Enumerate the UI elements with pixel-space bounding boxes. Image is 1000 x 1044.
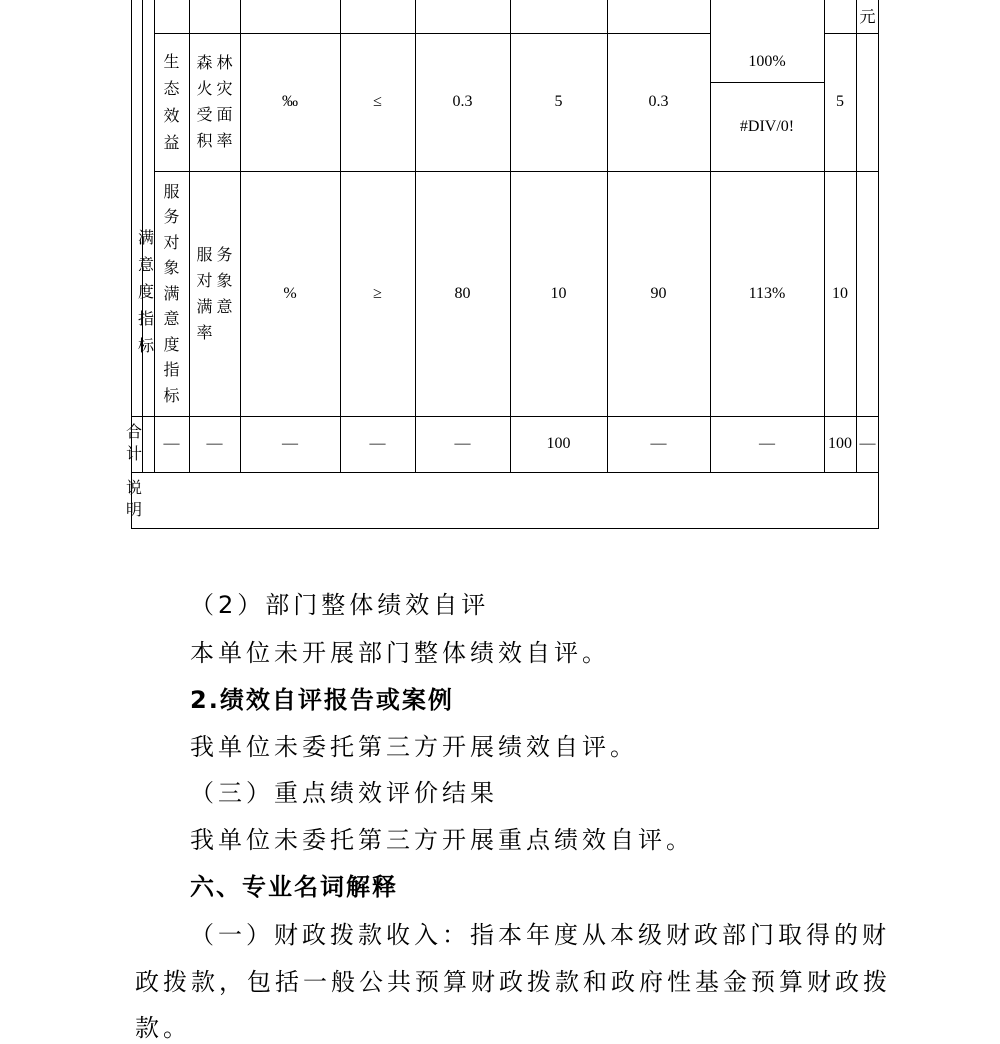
note-label-char: 明 [126, 500, 143, 519]
paragraph: 我单位未委托第三方开展绩效自评。 [190, 733, 638, 761]
indicator-char: 服 [196, 244, 213, 264]
operator-cell: ≤ [373, 93, 382, 110]
unit-label: 元 [859, 9, 876, 26]
indicator-char: 满 [196, 296, 213, 316]
indicator-char: 受 [196, 105, 213, 124]
section-heading-glossary: 六、专业名词解释 [190, 873, 398, 901]
indicator-char: 率 [196, 322, 213, 342]
total-label-char: 计 [126, 444, 143, 463]
category-char: 务 [163, 207, 180, 227]
note-label-partial [126, 478, 143, 526]
row-line [131, 528, 878, 529]
indicator-char: 林 [216, 53, 233, 72]
category-char: 标 [163, 385, 180, 405]
col-line [878, 0, 879, 529]
indicator-char: 森 [196, 53, 213, 72]
total-dash-cell: — [859, 435, 876, 452]
section-heading-key-eval: （三）重点绩效评价结果 [190, 779, 498, 807]
group-label-partial [138, 228, 155, 360]
indicator-cell [189, 171, 240, 416]
operator-cell: ≥ [373, 284, 382, 302]
completion-top-cell: 100% [748, 53, 786, 70]
group-char: 标 [138, 336, 155, 355]
indicator-char: 务 [216, 244, 233, 264]
category-char: 益 [163, 133, 180, 152]
group-char: 满 [138, 228, 155, 247]
score-cell: 5 [836, 93, 844, 110]
category-cell [154, 171, 189, 416]
indicator-char: 率 [216, 131, 233, 150]
category-char: 效 [163, 106, 180, 125]
actual-cell: 0.3 [648, 93, 669, 110]
total-label-partial [126, 422, 143, 468]
actual-cell: 90 [650, 284, 667, 302]
unit-cell: % [283, 284, 297, 302]
total-dash-cell: — [369, 435, 386, 452]
indicator-char: 意 [216, 296, 233, 316]
category-char: 象 [163, 258, 180, 278]
weight-cell: 5 [554, 93, 563, 110]
total-label-char: 合 [126, 422, 143, 441]
category-char: 意 [163, 309, 180, 329]
paragraph: 本单位未开展部门整体绩效自评。 [190, 639, 610, 667]
row-line [131, 472, 878, 473]
total-dash-cell: — [206, 435, 223, 452]
total-score-cell: 100 [828, 435, 852, 452]
indicator-char: 火 [196, 79, 213, 98]
completion-bottom-cell: #DIV/0! [739, 117, 795, 135]
category-char: 服 [163, 181, 180, 201]
category-cell [154, 33, 189, 171]
group-char: 意 [138, 255, 155, 274]
category-char: 度 [163, 334, 180, 354]
col-line [856, 0, 857, 472]
target-cell: 0.3 [452, 93, 473, 110]
indicator-char: 象 [216, 270, 233, 290]
indicator-char: 对 [196, 270, 213, 290]
total-dash-cell: — [454, 435, 471, 452]
category-char: 生 [163, 52, 180, 71]
completion-cell: 113% [748, 284, 786, 302]
section-heading-report: 2.绩效自评报告或案例 [190, 686, 454, 714]
paragraph-line: （一）财政拨款收入：指本年度从本级财政部门取得的财 [190, 921, 890, 949]
total-dash-cell: — [759, 435, 775, 452]
score-cell: 10 [832, 284, 848, 302]
paragraph: 我单位未委托第三方开展重点绩效自评。 [190, 826, 694, 854]
category-char: 对 [163, 232, 180, 252]
total-weight-cell: 100 [546, 435, 571, 452]
category-char: 指 [163, 360, 180, 380]
weight-cell: 10 [550, 284, 567, 302]
indicator-char: 灾 [216, 79, 233, 98]
category-char: 满 [163, 283, 180, 303]
total-dash-cell: — [282, 435, 298, 452]
indicator-char: 积 [196, 131, 213, 150]
paragraph-line: 政拨款，包括一般公共预算财政拨款和政府性基金预算财政拨 [135, 968, 891, 996]
indicator-char: 面 [216, 105, 233, 124]
paragraph-line: 款。 [135, 1014, 191, 1042]
total-dash-cell: — [163, 435, 180, 452]
total-dash-cell: — [650, 435, 667, 452]
note-label-char: 说 [126, 478, 143, 497]
indicator-cell [189, 33, 240, 171]
section-heading-dept-self-eval: （2）部门整体绩效自评 [190, 591, 490, 619]
group-char: 度 [138, 282, 155, 301]
category-char: 态 [163, 79, 180, 98]
group-char: 指 [138, 309, 155, 328]
target-cell: 80 [454, 284, 471, 302]
unit-cell: ‰ [282, 93, 298, 110]
